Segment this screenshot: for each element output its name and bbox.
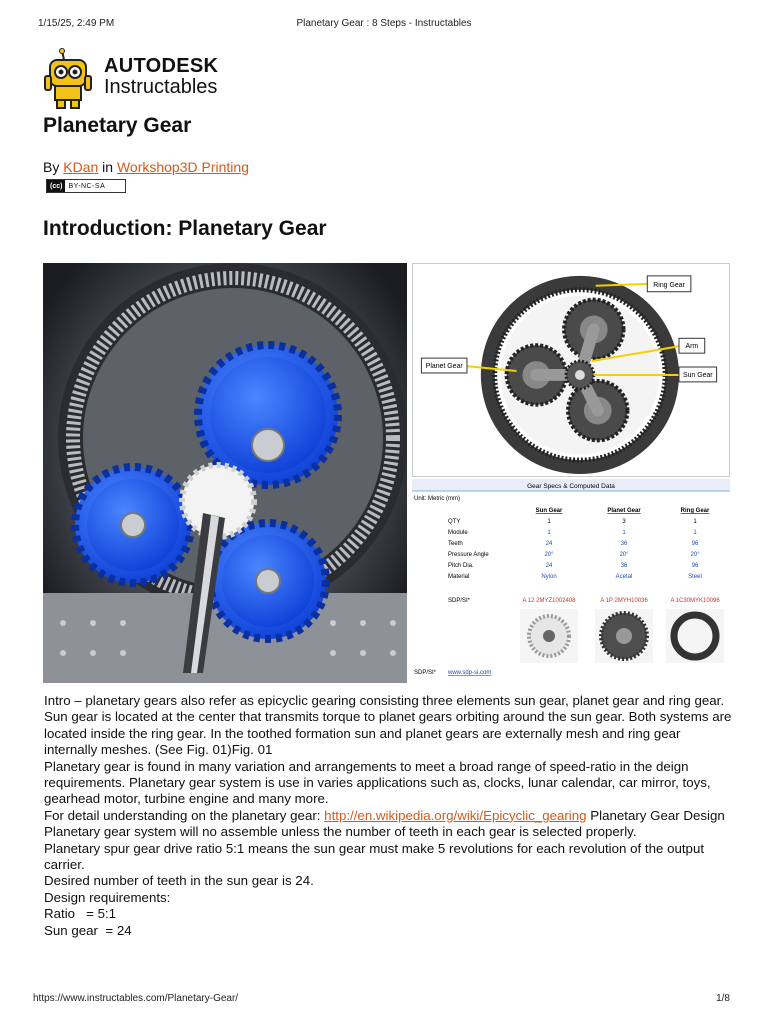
paragraph-wiki [44, 808, 734, 824]
label-sun-gear: Sun Gear [682, 371, 713, 379]
part-number-ring[interactable]: A 1C30MYK10096 [670, 598, 720, 604]
part-number-sun[interactable]: A 12 2MYZ1002408 [522, 598, 576, 604]
license-badge[interactable] [46, 179, 126, 193]
category-link[interactable]: Workshop3D Printing [116, 159, 249, 175]
sdp-label: SDP/SI* [448, 598, 471, 604]
cell: 3 [622, 519, 626, 525]
license-text: BY-NC-SA [68, 182, 106, 190]
cell: Steel [688, 574, 702, 580]
print-date: 1/15/25, 2:49 PM [38, 18, 115, 29]
paragraph-design-req: Design requirements: [44, 889, 171, 905]
wiki-prefix: For detail understanding on the planetary gear: [44, 807, 325, 823]
cell: 96 [691, 563, 699, 569]
cell: 1 [547, 519, 551, 525]
byline [43, 159, 249, 175]
byline-in: in [102, 159, 114, 175]
cell: 1 [693, 530, 697, 536]
planetary-gear-diagram [412, 263, 730, 477]
paragraph-teeth: Planetary gear system will no assemble unless the number of teeth in each gear is selected properly. [44, 824, 637, 840]
instructables-logo[interactable] [40, 48, 300, 110]
col-planet-gear: Planet Gear [607, 508, 641, 514]
cell: 24 [545, 563, 553, 569]
row-label: QTY [448, 519, 461, 525]
cell: 20° [690, 552, 700, 558]
cell: 36 [620, 541, 628, 547]
intro-heading: Introduction: Planetary Gear [43, 217, 327, 240]
label-planet-gear: Planet Gear [425, 363, 463, 371]
author-link[interactable]: KDan [63, 159, 99, 175]
cc-icon: (cc) [47, 180, 65, 192]
sdp-footer-label: SDP/SI* [414, 670, 437, 676]
print-url: https://www.instructables.com/Planetary-Gear/ [33, 993, 239, 1004]
sdp-website-link[interactable]: www.sdp-si.com [448, 670, 492, 676]
cell: 36 [620, 563, 628, 569]
row-label: Pressure Angle [448, 552, 489, 558]
row-label: Pitch Dia. [448, 563, 474, 569]
print-title: Planetary Gear : 8 Steps - Instructables [296, 18, 472, 29]
cell: Acetal [615, 574, 633, 580]
wikipedia-link[interactable]: http://en.wikipedia.org/wiki/Epicyclic_gearing [324, 807, 587, 823]
row-label: Teeth [448, 541, 463, 547]
row-label: Material [448, 574, 470, 580]
label-arm: Arm [685, 343, 699, 351]
paragraph-sun-value: Sun gear = 24 [44, 922, 132, 938]
planetary-gear-photo [43, 263, 407, 683]
paragraph-ratio-value: Ratio = 5:1 [44, 906, 117, 922]
col-sun-gear: Sun Gear [535, 508, 563, 514]
col-ring-gear: Ring Gear [680, 508, 710, 514]
paragraph-intro: Intro – planetary gears also refer as epicyclic gearing consisting three elements sun gear, planet gear and ring gear. Sun gear is located at the center that transmits torque to planet gears orbiting around the sun gear. Both systems are located inside the ring gear. In the toothed formation sun and planet gears are externally mesh and ring gear internally meshes. (See Fig. 01)Fig. 01 [44, 693, 732, 758]
page-title: Planetary Gear [43, 114, 192, 137]
byline-by: By [43, 159, 60, 175]
sun-gear-product-icon [520, 609, 578, 663]
specs-unit: Unit: Metric (mm) [414, 496, 460, 502]
cell: 1 [693, 519, 697, 525]
cell: 24 [545, 541, 553, 547]
cell: 1 [622, 530, 626, 536]
paragraph-ratio: Planetary spur gear drive ratio 5:1 means the sun gear must make 5 revolutions for each revolution of the output carrier. [44, 840, 705, 873]
cell: 20° [619, 552, 629, 558]
paragraph-variations: Planetary gear is found in many variation and arrangements to meet a broad range of speed-ratio in the deign requirements. Planetary gear system is use in varies applications such as, clocks, lunar calendar, car mirror, toys, gearhead motor, turbine engine and many more. [44, 758, 711, 807]
brand-instructables: Instructables [104, 76, 218, 98]
label-ring-gear: Ring Gear [653, 281, 685, 289]
cell: 96 [691, 541, 699, 547]
cell: 20° [544, 552, 554, 558]
print-page-number: 1/8 [716, 993, 730, 1004]
print-header [38, 18, 730, 32]
gear-specs-table [412, 479, 730, 684]
row-label: Module [448, 530, 468, 536]
print-footer [33, 993, 730, 1004]
ring-gear-product-icon [666, 609, 724, 663]
brand-autodesk: AUTODESK [104, 55, 219, 77]
wiki-suffix: Planetary Gear Design [586, 807, 725, 823]
cell: Nylon [541, 574, 557, 580]
cell: 1 [547, 530, 551, 536]
part-number-planet[interactable]: A 1P 2MYH10036 [600, 598, 648, 604]
article-body [44, 693, 734, 939]
robot-mascot-icon [40, 48, 100, 110]
specs-title: Gear Specs & Computed Data [527, 483, 615, 490]
planet-gear-product-icon [595, 609, 653, 663]
paragraph-desired: Desired number of teeth in the sun gear is 24. [44, 873, 314, 889]
